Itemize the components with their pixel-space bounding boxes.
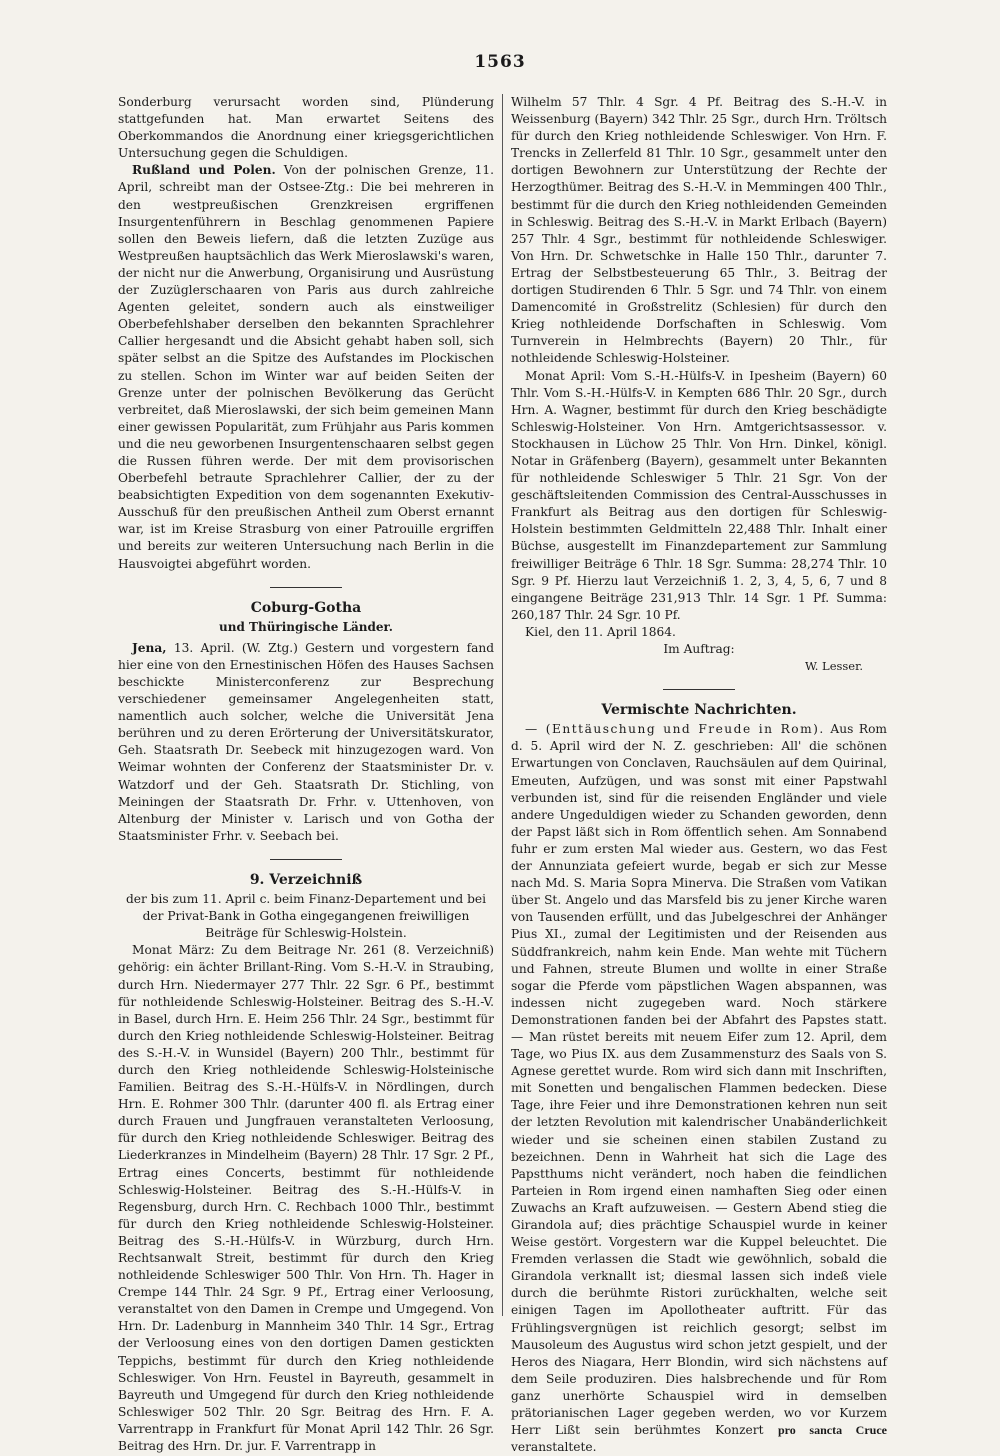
russland-text: Von der polnischen Grenze, 11. April, schreibt man der Ostsee-Ztg.: Die bei mehreren in den westpreußischen Grenzkreisen ergriffenen Insurgentenführern in Beschlag genommenen Papiere sollen den Beweis liefern, daß die letzten Zuzüge aus Westpreußen hauptsächlich das Werk Mieroslawski's waren, der nicht nur die Anwerbung, Organisirung und Ausrüstung der Zuzüglerschaaren von Paris aus durch zahlreiche Agenten geleitet, sondern auch als einstweiliger Oberbefehlshaber derselben den bekannten Sprachlehrer Callier hergesandt und die Absicht gehabt haben soll, sich später selbst an die Spitze des Aufstandes im Plockischen zu stellen. Schon im Winter war auf beiden Seiten der Grenze unter der polnischen Bevölkerung das Gerücht verbreitet, daß Mieroslawski, der sich beim gemeinen Mann einer gewissen Popularität, zum Frühjahr aus Paris kommen und die neu geworbenen Insurgentenschaaren selbst gegen die Russen führen werde. Der mit dem provisorischen Oberbefehl betraute Sprachlehrer Callier, der zu der beabsichtigten Expedition von dem sogenannten Exekutiv-Ausschuß für den preußischen Antheil zum Oberst ernannt war, ist im Kreise Strasburg von einer Patrouille ergriffen und bereits zur weiteren Untersuchung nach Berlin in die Hausvoigtei abgeführt worden. [118, 163, 495, 571]
jena-text: 13. April. (W. Ztg.) Gestern und vorgestern fand hier eine von den Ernestinischen Höfen des Hauses Sachsen beschickte Ministerconferenz zur Besprechung verschiedener gemeinsamer Angelegenheiten statt, namentlich auch solcher, welche die Universität Jena berühren und zu deren Erörterung der Universitätskurator, Geh. Staatsrath Dr. Seebeck mit hinzugezogen ward. Von Weimar wohnten der Conferenz der Staatsminister Dr. v. Watzdorf und der Geh. Staatsrath Dr. Stichling, von Meiningen der Staatsrath Dr. Frhr. v. Uttenhoven, von Altenburg der Minister v. Larisch und von Gotha der Staatsminister Frhr. v. Seebach bei. [118, 640, 495, 843]
rome-latin: pro sancta Cruce [778, 1423, 888, 1438]
coburg-subheading: und Thüringische Länder. [219, 619, 393, 634]
rome-text: Aus Rom d. 5. April wird der N. Z. geschrieben: All' die schönen Erwartungen von Conclaven, Rauchsäulen auf dem Quirinal, Emeuten, Aufzügen, und was sonst mit einer Papstwahl verbunden ist, sind für die reisenden Engländer und viele andere Ungeduldigen wieder zu Schanden geworden, denn der Papst läßt sich in Rom öffentlich sehen. Am Sonnabend fuhr er zum ersten Mal wieder aus. Gestern, wo das Fest der Annunziata gefeiert wurde, begab er sich zur Messe nach Md. S. Maria Sopra Minerva. Die Straßen vom Vatikan über St. Angelo und das Marsfeld bis zu jener Kirche waren von Tausenden erfüllt, und das Jubelgeschrei der Anhänger Pius XI., zumal der Legitimisten und der Reisenden aus Süddfrankreich, nahm kein Ende. Man wehte mit Tüchern und Fahnen, streute Blumen und wollte in einer Straße sogar die Pferde vom päpstlichen Wagen abspannen, was indessen nicht zugegeben ward. Noch stärkere Demonstrationen fanden bei der Abfahrt des Papstes statt. — Man rüstet bereits mit neuem Eifer zum 12. April, dem Tage, wo Pius IX. aus dem Zusammensturz des Saals von S. Agnese gerettet wurde. Rom wird sich dann mit Inschriften, mit Sonetten und bengalischen Flammen bedecken. Diese Tage, ihre Feier und ihre Demonstrationen kehren nun seit der letzten Revolution mit kalendrischer Unabänderlichkeit wieder und sie scheinen einen stabilen Zustand zu bezeichnen. Denn in Wahrheit hat sich die Lage des Papstthums nicht verändert, noch haben die feindlichen Parteien in Rom irgend einen namhaften Sieg oder einen Zuwachs an Kraft aufzuweisen. — Gestern Abend stieg die Girandola auf; dies prächtige Schauspiel wurde in keiner Weise gestört. Vorgestern war die Kuppel beleuchtet. Die Fremden verlassen die Stadt wie gewöhnlich, sobald die Girandola verknallt ist; diesmal lassen sich indeß viele durch die berühmte Ristori zurückhalten, welche seit einigen Tagen im Apollotheater auftritt. Für das Frühlingsvergnügen ist reichlich gesorgt; selbst im Mausoleum des Augustus wird schon jetzt gespielt, und der Heros des Niagara, Herr Blondin, wird sich nächstens auf dem Seile produziren. Dies halsbrechende und für Rom ganz unerhörte Schauspiel wird in demselben prätorianischen Lager gegeben werden, wo vor Kurzem Herr Lißt sein berühmtes Konzert [511, 722, 887, 1438]
contributions-continued: Wilhelm 57 Thlr. 4 Sgr. 4 Pf. Beitrag des S.-H.-V. in Weissenburg (Bayern) 342 Thlr. 25 Sgr., durch Hrn. Tröltsch für durch den Krieg nothleidende Schleswiger. Von Hrn. F. Trencks in Zellerfeld 81 Thlr. 10 Sgr., gesammelt unter den dortigen Bewohnern zur Unterstützung der Rechte der Herzogthümer. Beitrag des S.-H.-V. in Memmingen 400 Thlr., bestimmt für die durch den Krieg nothleidenden Gemeinden in Schleswig. Beitrag des S.-H.-V. in Markt Erlbach (Bayern) 257 Thlr. 4 Sgr., bestimmt für nothleidende Schleswiger. Von Hrn. Dr. Schwetschke in Halle 150 Thlr., darunter 7. Ertrag der Selbstbesteuerung 65 Thlr., 3. Beitrag der dortigen Studirenden 6 Thlr. 5 Sgr. und 74 Thlr. von einem Damencomité in Großstrelitz (Schlesien) für durch den Krieg nothleidende Dorfschaften in Schleswig. Vom Turnverein in Helmbrechts (Bayern) 20 Thlr., für nothleidende Schleswig-Holsteiner. [511, 95, 887, 366]
coburg-heading: Coburg-Gotha [250, 599, 362, 616]
signature: W. Lesser. [804, 659, 863, 674]
section-rule [270, 859, 342, 860]
contributions-april: Monat April: Vom S.-H.-Hülfs-V. in Ipesheim (Bayern) 60 Thlr. Vom S.-H.-Hülfs-V. in Kempten 686 Thlr. 20 Sgr., durch Hrn. A. Wagner, bestimmt für durch den Krieg beschädigte Schleswig-Holsteiner. Von Hrn. Amtgerichtsassessor. v. Stockhausen in Lüchow 25 Thlr. Von Hrn. Dinkel, königl. Notar in Gräfenberg (Bayern), gesammelt unter Bekannten für nothleidende Schleswiger 5 Thlr. 21 Sgr. Von der geschäftsleitenden Commission des Central-Ausschusses in Frankfurt als Beitrag aus den dortigen für Schleswig-Holstein bestimmten Geldmitteln 22,488 Thlr. Inhalt einer Büchse, ausgestellt im Finanzdepartement zur Sammlung freiwilliger Beiträge 6 Thlr. 18 Sgr. Summa: 28,274 Thlr. 10 Sgr. 9 Pf. Hierzu laut Verzeichniß 1. 2, 3, 4, 5, 6, 7 und 8 eingangene Beiträge 231,913 Thlr. 14 Sgr. 1 Pf. Summa: 260,187 Thlr. 24 Sgr. 10 Pf. [511, 368, 887, 622]
page-number: 1563 [474, 52, 526, 72]
sonderburg-paragraph: Sonderburg verursacht worden sind, Plünderung stattgefunden hat. Man erwartet Seitens des Oberkommandos die Anordnung einer kriegsgerichtlichen Untersuchung gegen die Schuldigen. [118, 95, 494, 161]
dateline: Kiel, den 11. April 1864. [525, 624, 676, 639]
section-rule [663, 689, 735, 690]
rome-end: veranstaltete. [511, 1440, 597, 1455]
vermischte-heading: Vermischte Nachrichten. [601, 702, 797, 719]
rome-lead: — (Enttäuschung und Freude in Rom). [525, 722, 825, 737]
auftrag-line: Im Auftrag: [663, 642, 735, 656]
left-column [118, 94, 494, 1455]
verzeichnis-heading: 9. Verzeichniß [249, 871, 363, 888]
verzeichnis-intro: der bis zum 11. April c. beim Finanz-Departement und bei der Privat-Bank in Gotha eingegangenen freiwilligen Beiträge für Schleswig-Holstein. [125, 892, 487, 941]
column-divider [502, 94, 503, 1316]
right-column [511, 94, 887, 1456]
rome-article [511, 721, 887, 1456]
verzeichnis-list: Monat März: Zu dem Beitrage Nr. 261 (8. Verzeichniß) gehörig: ein ächter Brillant-Ring. Vom S.-H.-V. in Straubing, durch Hrn. Niedermayer 277 Thlr. 22 Sgr. 6 Pf., bestimmt für nothleidende Schleswig-Holsteiner. Beitrag des S.-H.-V. in Basel, durch Hrn. E. Heim 256 Thlr. 24 Sgr., bestimmt für durch den Krieg nothleidende Schleswig-Holsteiner. Beitrag des S.-H.-V. in Wunsidel (Bayern) 200 Thlr., bestimmt für durch den Krieg nothleidende Schleswig-Holsteinische Familien. Beitrag des S.-H.-Hülfs-V. in Nördlingen, durch Hrn. E. Rohmer 300 Thlr. (darunter 400 fl. als Ertrag einer durch Frauen und Jungfrauen veranstalteten Verloosung, für durch den Krieg nothleidende Schleswiger. Beitrag des Liederkranzes in Mindelheim (Bayern) 28 Thlr. 17 Sgr. 2 Pf., Ertrag eines Concerts, bestimmt für nothleidende Schleswig-Holsteiner. Beitrag des S.-H.-Hülfs-V. in Regensburg, durch Hrn. C. Rechbach 1000 Thlr., bestimmt für durch den Krieg nothleidende Schleswig-Holsteiner. Beitrag des S.-H.-Hülfs-V. in Würzburg, durch Hrn. Rechtsanwalt Streit, bestimmt für durch den Krieg nothleidende Schleswiger 500 Thlr. Von Hrn. Th. Hager in Crempe 144 Thlr. 24 Sgr. 9 Pf., Ertrag einer Verloosung, veranstaltet von den Damen in Crempe und Umgegend. Von Hrn. Dr. Ladenburg in Mannheim 340 Thlr. 14 Sgr., Ertrag der Verloosung eines von den dortigen Damen gestickten Teppichs, bestimmt für durch den Krieg nothleidende Schleswiger. Von Hrn. Feustel in Bayreuth, gesammelt in Bayreuth und Umgegend für durch den Krieg nothleidende Schleswiger 502 Thlr. 20 Sgr. Beitrag des Hrn. F. A. Varrentrapp in Frankfurt für Monat April 142 Thlr. 26 Sgr. Beitrag des Hrn. Dr. jur. F. Varrentrapp in [118, 943, 494, 1454]
section-rule [270, 587, 342, 588]
jena-lead: Jena, [132, 640, 167, 655]
russland-article [118, 162, 494, 572]
jena-article [118, 640, 494, 845]
russland-heading: Rußland und Polen. [132, 163, 276, 178]
